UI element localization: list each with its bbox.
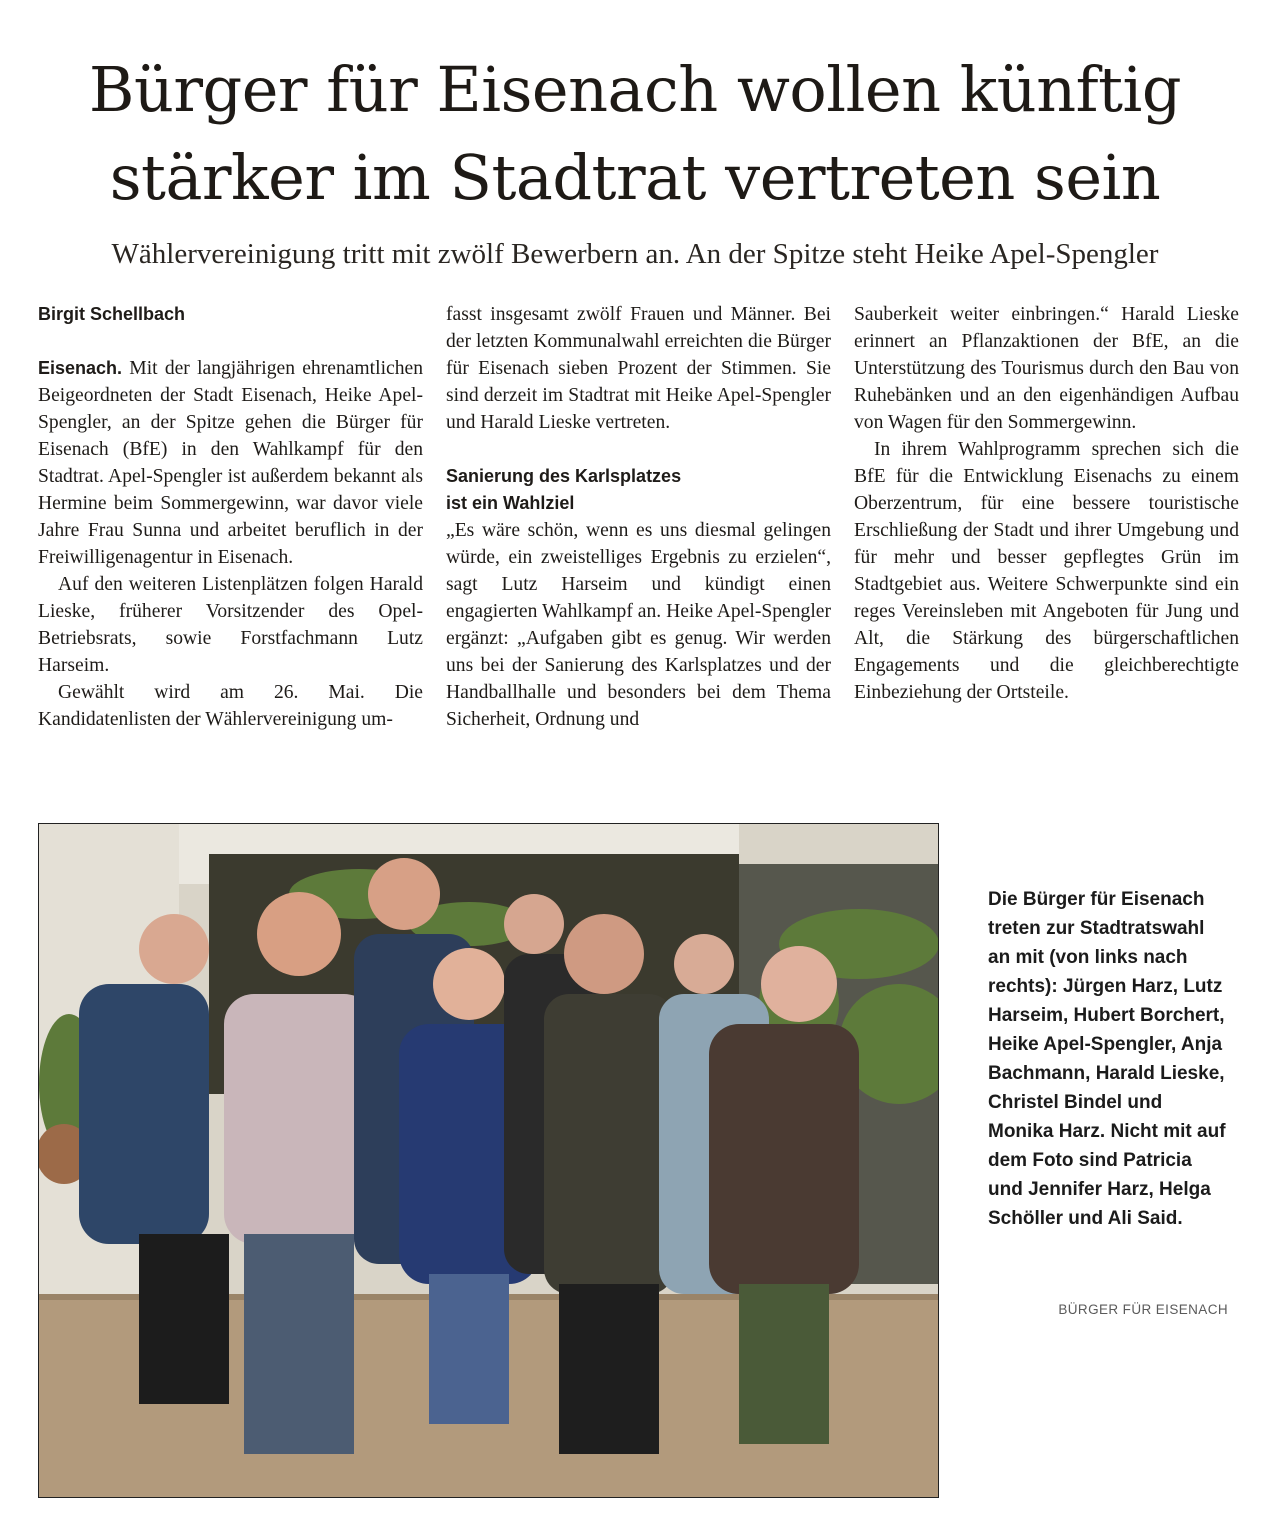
headline-line-2: stärker im Stadtrat vertreten sein — [109, 141, 1161, 214]
article-column-1 — [38, 301, 423, 733]
headline — [0, 46, 1270, 222]
dateline: Eisenach. — [38, 358, 123, 378]
article-column-2 — [446, 301, 831, 733]
author-byline: Birgit Schellbach — [38, 304, 186, 324]
paragraph-text: Mit der langjährigen ehrenamtlichen Beigeordneten der Stadt Eisenach, Heike Apel-Spengler, an der Spitze gehen die Bürger für Eisenach (BfE) in den Wahlkampf für den Stadtrat. Apel-Spengler ist außerdem bekannt als Hermine beim Sommergewinn, war davor viele Jahre Frau Sunna und arbeitet beruflich in der Freiwilligenagentur in Eisenach. — [38, 358, 423, 568]
article-paragraph: „Es wäre schön, wenn es uns diesmal gelingen würde, ein zweistelliges Ergebnis zu erzielen“, sagt Lutz Harseim und kündigt einen engagierten Wahlkampf an. Heike Apel-Spengler ergänzt: „Aufgaben gibt es genug. Wir werden uns bei der Sanierung des Karlsplatzes und der Handballhalle und besonders bei dem Thema Sicherheit, Ordnung und — [446, 520, 831, 730]
subheadline: Wählervereinigung tritt mit zwölf Bewerbern an. An der Spitze steht Heike Apel-Spengler — [111, 238, 1159, 270]
article-paragraph: In ihrem Wahlprogramm sprechen sich die BfE für die Entwicklung Eisenachs zu einem Oberzentrum, für eine bessere touristische Erschließung der Stadt und ihrer Umgebung und für mehr und besser gepflegtes Grün im Stadtgebiet aus. Weitere Schwerpunkte sind ein reges Vereinsleben mit Angeboten für Jung und Alt, die Stärkung des bürgerschaftlichen Engagements und die gleichberechtigte Einbeziehung der Ortsteile. — [854, 439, 1239, 703]
article-paragraph — [38, 355, 423, 571]
article-paragraph: Gewählt wird am 26. Mai. Die Kandidatenlisten der Wählervereinigung um- — [38, 682, 423, 730]
article-column-3 — [854, 301, 1239, 706]
article-paragraph: Auf den weiteren Listenplätzen folgen Harald Lieske, früherer Vorsitzender des Opel-Betriebsrats, sowie Forstfachmann Lutz Harseim. — [38, 574, 423, 676]
section-subtitle — [446, 463, 831, 517]
photo-caption: Die Bürger für Eisenach treten zur Stadtratswahl an mit (von links nach rechts): Jürgen Harz, Lutz Harseim, Hubert Borchert, Heike Apel-Spengler, Anja Bachmann, Harald Lieske, Christel Bindel und Monika Harz. Nicht mit auf dem Foto sind Patricia und Jennifer Harz, Helga Schöller und Ali Said. — [988, 889, 1226, 1229]
group-photo-illustration — [39, 824, 939, 1498]
article-paragraph: fasst insgesamt zwölf Frauen und Männer. Bei der letzten Kommunalwahl erreichten die Bürger für Eisenach sieben Prozent der Stimmen. Sie sind derzeit im Stadtrat mit Heike Apel-Spengler und Harald Lieske vertreten. — [446, 304, 831, 433]
group-photo — [38, 823, 939, 1498]
section-subtitle-line-1: Sanierung des Karlsplatzes — [446, 466, 682, 486]
photo-credit: BÜRGER FÜR EISENACH — [1058, 1302, 1228, 1317]
headline-line-1: Bürger für Eisenach wollen künftig — [88, 53, 1182, 126]
section-subtitle-line-2: ist ein Wahlziel — [446, 493, 575, 513]
article-paragraph: Sauberkeit weiter einbringen.“ Harald Lieske erinnert an Pflanzaktionen der BfE, an die Unterstützung des Tourismus durch den Bau von Ruhebänken und an den eigenhändigen Aufbau von Wagen für den Sommergewinn. — [854, 304, 1239, 433]
